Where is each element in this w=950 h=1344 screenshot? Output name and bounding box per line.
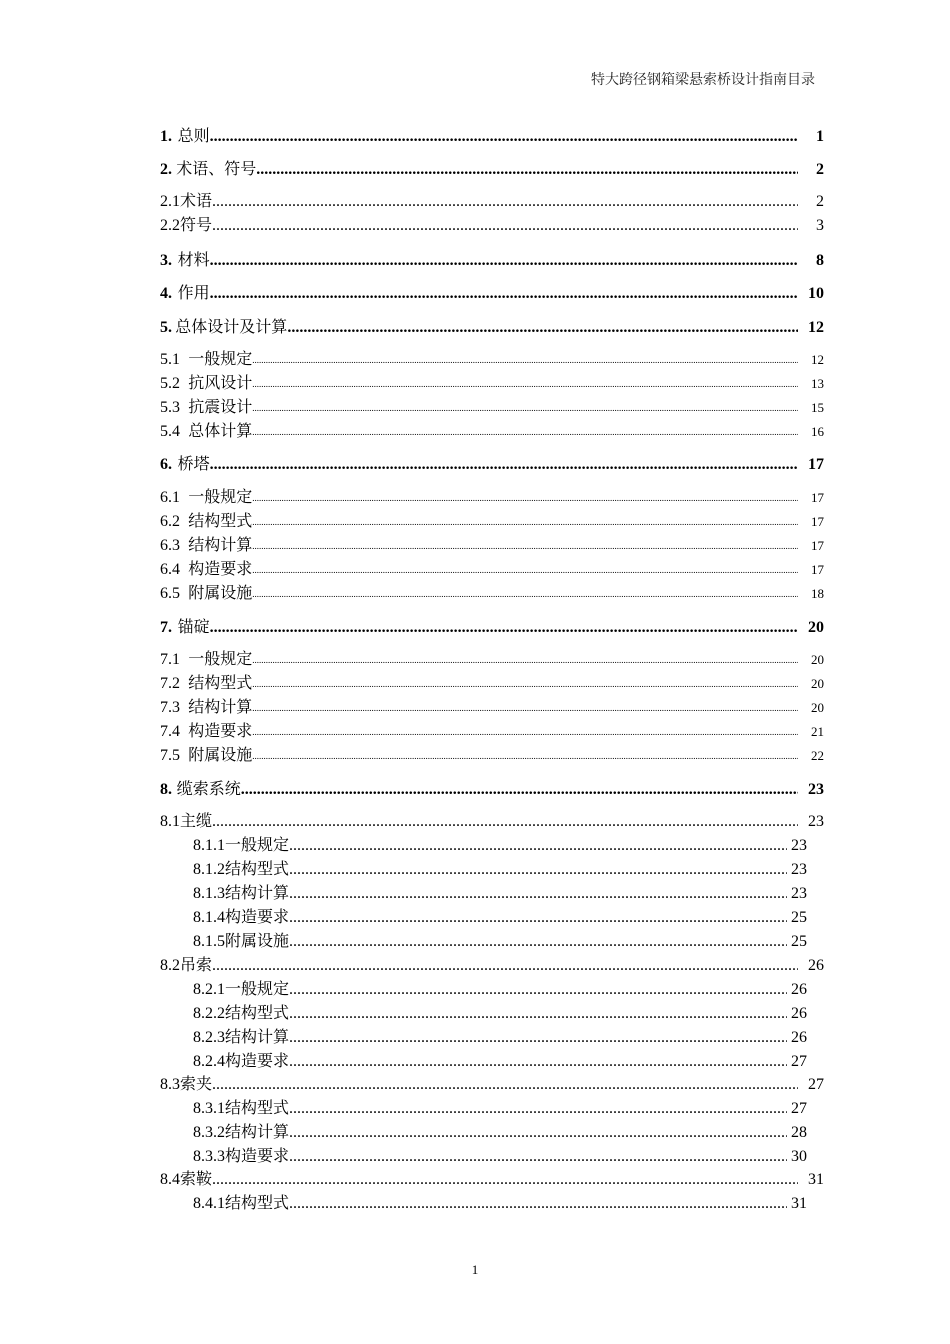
toc-entry[interactable] bbox=[193, 884, 807, 904]
toc-entry-page: 21 bbox=[811, 724, 824, 739]
toc-entry-number: 8.1.2 bbox=[193, 861, 225, 878]
toc-entry-title: 总则 bbox=[177, 128, 210, 145]
toc-entry-page: 23 bbox=[791, 861, 807, 878]
toc-entry-page: 26 bbox=[791, 1029, 807, 1046]
toc-entry-page: 25 bbox=[791, 909, 807, 926]
toc-entry-title: 结构型式 bbox=[188, 675, 253, 692]
toc-entry-title: 构造要求 bbox=[188, 723, 253, 740]
toc-entry-title: 结构计算 bbox=[225, 885, 290, 902]
toc-entry[interactable] bbox=[160, 560, 824, 580]
toc-entry-number: 8.1.4 bbox=[193, 909, 225, 926]
page-number: 1 bbox=[471, 1262, 479, 1277]
toc-entry-number: 3. bbox=[160, 252, 172, 269]
toc-entry-page: 31 bbox=[791, 1195, 807, 1212]
toc-leader-dots bbox=[289, 980, 787, 1000]
toc-entry-title: 构造要求 bbox=[188, 561, 253, 578]
toc-entry[interactable] bbox=[160, 812, 824, 832]
toc-entry[interactable] bbox=[160, 698, 824, 718]
toc-entry[interactable] bbox=[160, 512, 824, 532]
toc-leader-dots bbox=[289, 860, 787, 880]
toc-entry[interactable] bbox=[193, 980, 807, 1000]
toc-entry-number: 2.1 bbox=[160, 193, 180, 210]
toc-entry-number: 4. bbox=[160, 285, 172, 302]
toc-leader-dots bbox=[210, 127, 798, 147]
toc-entry-title: 缆索系统 bbox=[176, 781, 241, 798]
toc-entry-number: 2. bbox=[160, 161, 172, 178]
toc-entry[interactable] bbox=[193, 860, 807, 880]
toc-entry-title: 主缆 bbox=[180, 813, 213, 830]
toc-leader-dots bbox=[289, 1028, 787, 1048]
toc-entry-title: 符号 bbox=[180, 217, 213, 234]
toc-entry-title: 结构型式 bbox=[225, 1195, 290, 1212]
toc-leader-dots bbox=[287, 318, 798, 338]
toc-entry[interactable] bbox=[160, 192, 824, 212]
toc-entry-number: 8.2.3 bbox=[193, 1029, 225, 1046]
toc-entry[interactable] bbox=[160, 584, 824, 604]
toc-leader-dots bbox=[252, 650, 798, 670]
toc-entry[interactable] bbox=[160, 1170, 824, 1190]
toc-entry-number: 6.1 bbox=[160, 489, 180, 506]
toc-entry-title: 吊索 bbox=[180, 957, 213, 974]
toc-entry-page: 22 bbox=[811, 748, 824, 763]
toc-entry-number: 8.2.4 bbox=[193, 1053, 225, 1070]
toc-entry-number: 7. bbox=[160, 619, 172, 636]
toc-entry[interactable] bbox=[160, 488, 824, 508]
toc-entry[interactable] bbox=[193, 1004, 807, 1024]
toc-entry[interactable] bbox=[193, 1147, 807, 1167]
toc-entry-page: 26 bbox=[791, 1005, 807, 1022]
toc-leader-dots bbox=[289, 1004, 787, 1024]
toc-entry-number: 5.1 bbox=[160, 351, 180, 368]
toc-entry-page: 20 bbox=[811, 652, 824, 667]
toc-entry[interactable] bbox=[160, 350, 824, 370]
toc-leader-dots bbox=[289, 908, 787, 928]
toc-entry[interactable] bbox=[160, 160, 824, 180]
toc-leader-dots bbox=[252, 512, 798, 532]
toc-entry[interactable] bbox=[160, 780, 824, 800]
toc-entry[interactable] bbox=[193, 1194, 807, 1214]
toc-entry-page: 12 bbox=[808, 319, 824, 336]
toc-entry[interactable] bbox=[160, 251, 824, 271]
toc-entry-page: 2 bbox=[816, 161, 824, 178]
toc-leader-dots bbox=[252, 488, 798, 508]
toc-leader-dots bbox=[289, 884, 787, 904]
toc-entry-title: 附属设施 bbox=[188, 585, 253, 602]
toc-entry-number: 2.2 bbox=[160, 217, 180, 234]
toc-leader-dots bbox=[212, 1075, 798, 1095]
toc-entry-page: 23 bbox=[808, 813, 824, 830]
toc-entry-number: 8.4.1 bbox=[193, 1195, 225, 1212]
toc-entry-number: 8. bbox=[160, 781, 172, 798]
toc-leader-dots bbox=[252, 374, 798, 394]
toc-entry-number: 8.1.1 bbox=[193, 837, 225, 854]
toc-entry-title: 抗风设计 bbox=[188, 375, 253, 392]
toc-entry-page: 17 bbox=[811, 490, 824, 505]
toc-entry-title: 总体设计及计算 bbox=[175, 319, 288, 336]
toc-leader-dots bbox=[289, 836, 787, 856]
toc-entry-number: 8.3.1 bbox=[193, 1100, 225, 1117]
toc-entry-page: 15 bbox=[811, 400, 824, 415]
toc-entry-title: 索夹 bbox=[180, 1076, 213, 1093]
toc-entry-title: 构造要求 bbox=[225, 1148, 290, 1165]
toc-leader-dots bbox=[212, 1170, 798, 1190]
toc-entry-page: 20 bbox=[811, 700, 824, 715]
toc-entry-title: 附属设施 bbox=[188, 747, 253, 764]
toc-entry-title: 结构型式 bbox=[225, 1005, 290, 1022]
toc-leader-dots bbox=[252, 746, 798, 766]
toc-entry[interactable] bbox=[160, 216, 824, 236]
toc-entry[interactable] bbox=[160, 536, 824, 556]
toc-leader-dots bbox=[256, 160, 798, 180]
toc-entry-number: 7.2 bbox=[160, 675, 180, 692]
toc-entry[interactable] bbox=[160, 374, 824, 394]
toc-entry-page: 13 bbox=[811, 376, 824, 391]
toc-entry-page: 26 bbox=[808, 957, 824, 974]
toc-entry-number: 6.5 bbox=[160, 585, 180, 602]
toc-entry-page: 12 bbox=[811, 352, 824, 367]
toc-entry-title: 作用 bbox=[177, 285, 210, 302]
toc-leader-dots bbox=[210, 618, 798, 638]
toc-entry-number: 8.2.2 bbox=[193, 1005, 225, 1022]
toc-entry-number: 5.3 bbox=[160, 399, 180, 416]
toc-entry[interactable] bbox=[160, 674, 824, 694]
toc-leader-dots bbox=[212, 216, 798, 236]
toc-leader-dots bbox=[289, 1123, 787, 1143]
toc-entry-page: 17 bbox=[811, 538, 824, 553]
toc-entry-page: 20 bbox=[811, 676, 824, 691]
toc-entry-page: 27 bbox=[808, 1076, 824, 1093]
toc-entry[interactable] bbox=[193, 1099, 807, 1119]
toc-entry-page: 23 bbox=[791, 837, 807, 854]
toc-entry-page: 23 bbox=[791, 885, 807, 902]
toc-entry-page: 27 bbox=[791, 1053, 807, 1070]
toc-entry-number: 8.4 bbox=[160, 1171, 180, 1188]
toc-entry-title: 总体计算 bbox=[188, 423, 253, 440]
toc-leader-dots bbox=[252, 422, 798, 442]
toc-entry-number: 6.3 bbox=[160, 537, 180, 554]
toc-entry-number: 8.3.2 bbox=[193, 1124, 225, 1141]
toc-entry-number: 8.3 bbox=[160, 1076, 180, 1093]
toc-leader-dots bbox=[252, 674, 798, 694]
toc-leader-dots bbox=[210, 455, 798, 475]
toc-entry[interactable] bbox=[160, 318, 824, 338]
toc-entry-number: 8.1.3 bbox=[193, 885, 225, 902]
toc-leader-dots bbox=[252, 560, 798, 580]
toc-entry[interactable] bbox=[160, 618, 824, 638]
toc-entry-page: 23 bbox=[808, 781, 824, 798]
toc-leader-dots bbox=[289, 1194, 787, 1214]
toc-entry-title: 附属设施 bbox=[225, 933, 290, 950]
toc-entry-page: 17 bbox=[808, 456, 824, 473]
toc-entry-number: 7.5 bbox=[160, 747, 180, 764]
toc-entry[interactable] bbox=[160, 398, 824, 418]
toc-entry-page: 8 bbox=[816, 252, 824, 269]
toc-entry[interactable] bbox=[193, 1052, 807, 1072]
toc-entry-page: 30 bbox=[791, 1148, 807, 1165]
toc-entry[interactable] bbox=[193, 1123, 807, 1143]
toc-entry-title: 结构型式 bbox=[225, 1100, 290, 1117]
toc-entry-number: 7.3 bbox=[160, 699, 180, 716]
toc-leader-dots bbox=[289, 1147, 787, 1167]
toc-entry-number: 5.2 bbox=[160, 375, 180, 392]
toc-leader-dots bbox=[241, 780, 798, 800]
toc-entry-title: 术语、符号 bbox=[176, 161, 257, 178]
toc-entry-page: 31 bbox=[808, 1171, 824, 1188]
toc-entry-page: 17 bbox=[811, 562, 824, 577]
running-header: 特大跨径钢箱梁悬索桥设计指南目录 bbox=[591, 73, 815, 88]
toc-entry-number: 1. bbox=[160, 128, 172, 145]
toc-entry-title: 一般规定 bbox=[225, 981, 290, 998]
toc-entry-title: 一般规定 bbox=[188, 489, 253, 506]
toc-entry[interactable] bbox=[193, 908, 807, 928]
toc-entry-page: 17 bbox=[811, 514, 824, 529]
toc-entry-title: 结构型式 bbox=[188, 513, 253, 530]
toc-entry[interactable] bbox=[193, 836, 807, 856]
toc-entry-number: 8.1.5 bbox=[193, 933, 225, 950]
toc-entry-number: 7.1 bbox=[160, 651, 180, 668]
toc-entry[interactable] bbox=[160, 422, 824, 442]
toc-entry-page: 28 bbox=[791, 1124, 807, 1141]
toc-entry-number: 8.2 bbox=[160, 957, 180, 974]
toc-entry-number: 8.2.1 bbox=[193, 981, 225, 998]
toc-entry-number: 6.4 bbox=[160, 561, 180, 578]
toc-entry-title: 结构计算 bbox=[188, 537, 253, 554]
toc-entry[interactable] bbox=[160, 650, 824, 670]
toc-entry-title: 一般规定 bbox=[225, 837, 290, 854]
toc-entry-page: 26 bbox=[791, 981, 807, 998]
toc-entry-title: 桥塔 bbox=[177, 456, 210, 473]
toc-entry-title: 结构计算 bbox=[225, 1124, 290, 1141]
toc-entry-page: 3 bbox=[816, 217, 824, 234]
toc-entry-number: 8.3.3 bbox=[193, 1148, 225, 1165]
toc-leader-dots bbox=[252, 536, 798, 556]
toc-entry[interactable] bbox=[160, 956, 824, 976]
toc-entry-page: 20 bbox=[808, 619, 824, 636]
toc-entry[interactable] bbox=[160, 1075, 824, 1095]
toc-leader-dots bbox=[252, 722, 798, 742]
toc-entry[interactable] bbox=[193, 932, 807, 952]
toc-leader-dots bbox=[252, 698, 798, 718]
toc-entry-title: 结构型式 bbox=[225, 861, 290, 878]
toc-leader-dots bbox=[289, 1099, 787, 1119]
toc-entry-title: 索鞍 bbox=[180, 1171, 213, 1188]
toc-entry-title: 结构计算 bbox=[188, 699, 253, 716]
toc-entry-number: 6.2 bbox=[160, 513, 180, 530]
toc-entry[interactable] bbox=[160, 455, 824, 475]
toc-entry[interactable] bbox=[160, 284, 824, 304]
toc-entry-page: 10 bbox=[808, 285, 824, 302]
toc-leader-dots bbox=[210, 284, 798, 304]
toc-entry-title: 术语 bbox=[180, 193, 213, 210]
toc-leader-dots bbox=[210, 251, 798, 271]
toc-leader-dots bbox=[252, 584, 798, 604]
toc-leader-dots bbox=[212, 192, 798, 212]
toc-entry-title: 锚碇 bbox=[177, 619, 210, 636]
toc-entry-page: 1 bbox=[816, 128, 824, 145]
toc-entry-page: 2 bbox=[816, 193, 824, 210]
toc-entry-title: 构造要求 bbox=[225, 909, 290, 926]
toc-entry-page: 18 bbox=[811, 586, 824, 601]
toc-leader-dots bbox=[212, 812, 798, 832]
toc-leader-dots bbox=[289, 932, 787, 952]
toc-entry-title: 抗震设计 bbox=[188, 399, 253, 416]
toc-entry-number: 7.4 bbox=[160, 723, 180, 740]
toc-entry[interactable] bbox=[160, 722, 824, 742]
toc-entry-page: 25 bbox=[791, 933, 807, 950]
toc-entry[interactable] bbox=[193, 1028, 807, 1048]
toc-entry-title: 结构计算 bbox=[225, 1029, 290, 1046]
toc-entry[interactable] bbox=[160, 127, 824, 147]
toc-entry-number: 5. bbox=[160, 319, 172, 336]
toc-leader-dots bbox=[212, 956, 798, 976]
toc-entry-title: 一般规定 bbox=[188, 651, 253, 668]
toc-entry-title: 材料 bbox=[177, 252, 210, 269]
toc-entry-page: 27 bbox=[791, 1100, 807, 1117]
toc-entry-number: 8.1 bbox=[160, 813, 180, 830]
toc-entry-page: 16 bbox=[811, 424, 824, 439]
toc-entry-title: 构造要求 bbox=[225, 1053, 290, 1070]
toc-entry-number: 6. bbox=[160, 456, 172, 473]
toc-entry[interactable] bbox=[160, 746, 824, 766]
toc-leader-dots bbox=[252, 350, 798, 370]
toc-entry-title: 一般规定 bbox=[188, 351, 253, 368]
toc-leader-dots bbox=[252, 398, 798, 418]
toc-leader-dots bbox=[289, 1052, 787, 1072]
toc-entry-number: 5.4 bbox=[160, 423, 180, 440]
